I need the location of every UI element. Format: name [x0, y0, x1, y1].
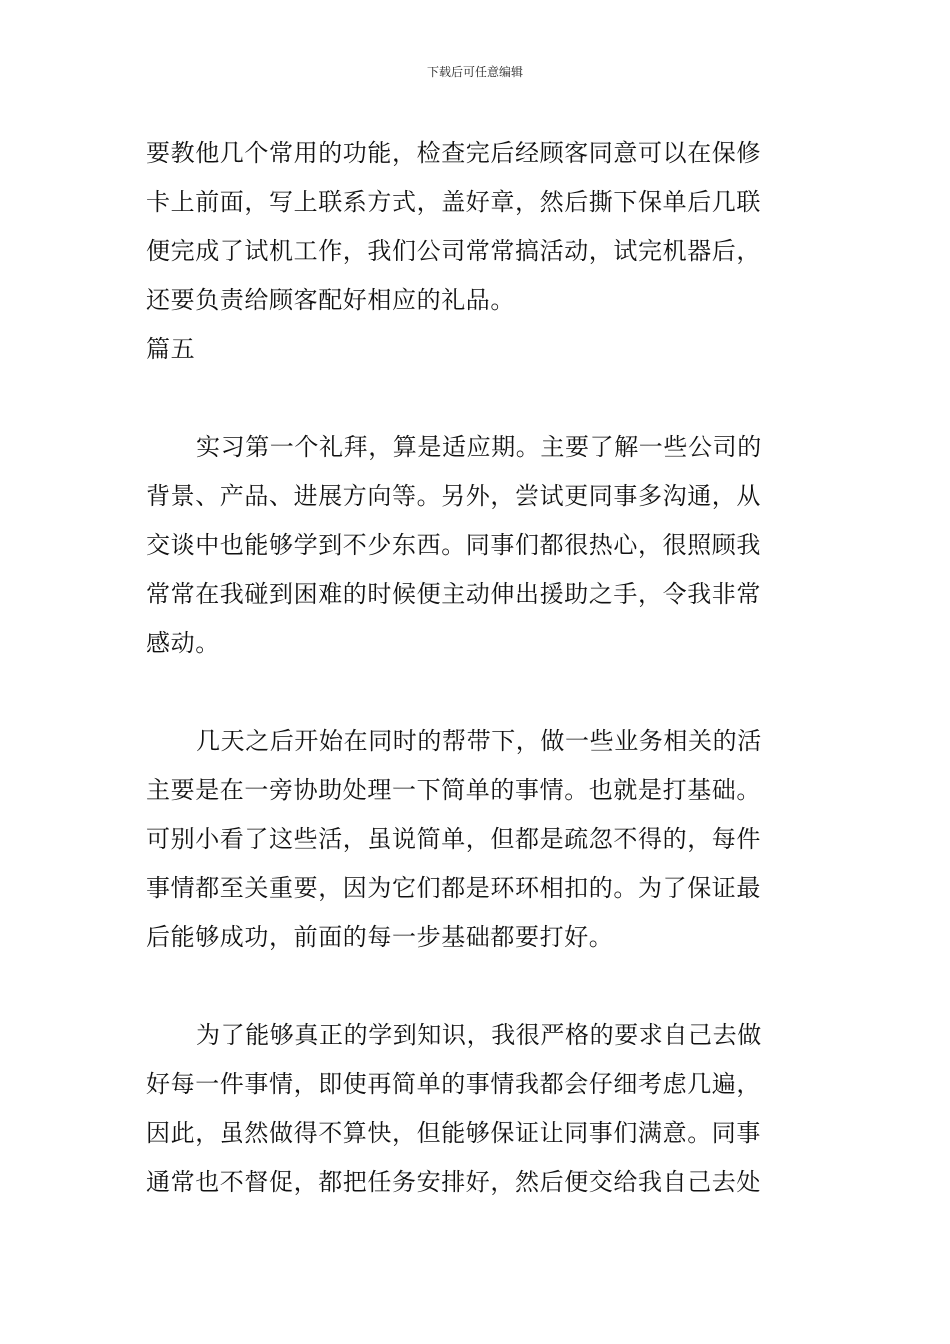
text-line: 便完成了试机工作，我们公司常常搞活动，试完机器后，	[146, 237, 761, 265]
text-line: 主要是在一旁协助处理一下简单的事情。也就是打基础。	[146, 776, 761, 804]
document-body	[146, 129, 811, 1207]
page-header: 下载后可任意编辑	[426, 65, 523, 79]
text-line: 好每一件事情，即使再简单的事情我都会仔细考虑几遍，	[146, 1070, 761, 1098]
text-line: 几天之后开始在同时的帮带下，做一些业务相关的活	[196, 727, 762, 755]
text-line: 因此，虽然做得不算快，但能够保证让同事们满意。同事	[146, 1119, 761, 1147]
text-line: 背景、产品、进展方向等。另外，尝试更同事多沟通，从	[146, 482, 761, 510]
text-line: 实习第一个礼拜，算是适应期。主要了解一些公司的	[196, 433, 762, 461]
text-line: 后能够成功，前面的每一步基础都要打好。	[146, 923, 614, 951]
text-line: 可别小看了这些活，虽说简单，但都是疏忽不得的，每件	[146, 825, 761, 853]
text-line: 为了能够真正的学到知识，我很严格的要求自己去做	[196, 1021, 762, 1049]
text-line: 卡上前面，写上联系方式，盖好章，然后撕下保单后几联	[146, 188, 761, 216]
paragraph-gap	[146, 962, 811, 1011]
paragraph-gap	[146, 668, 811, 717]
section-heading: 篇五	[146, 335, 196, 363]
text-line: 常常在我碰到困难的时候便主动伸出援助之手，令我非常	[146, 580, 761, 608]
paragraph-gap	[146, 374, 811, 423]
text-line: 要教他几个常用的功能，检查完后经顾客同意可以在保修	[146, 139, 761, 167]
text-line: 交谈中也能够学到不少东西。同事们都很热心，很照顾我	[146, 531, 761, 559]
text-line: 还要负责给顾客配好相应的礼品。	[146, 286, 515, 314]
text-line: 通常也不督促，都把任务安排好，然后便交给我自己去处	[146, 1168, 761, 1196]
text-line: 事情都至关重要，因为它们都是环环相扣的。为了保证最	[146, 874, 761, 902]
text-line: 感动。	[146, 629, 220, 657]
